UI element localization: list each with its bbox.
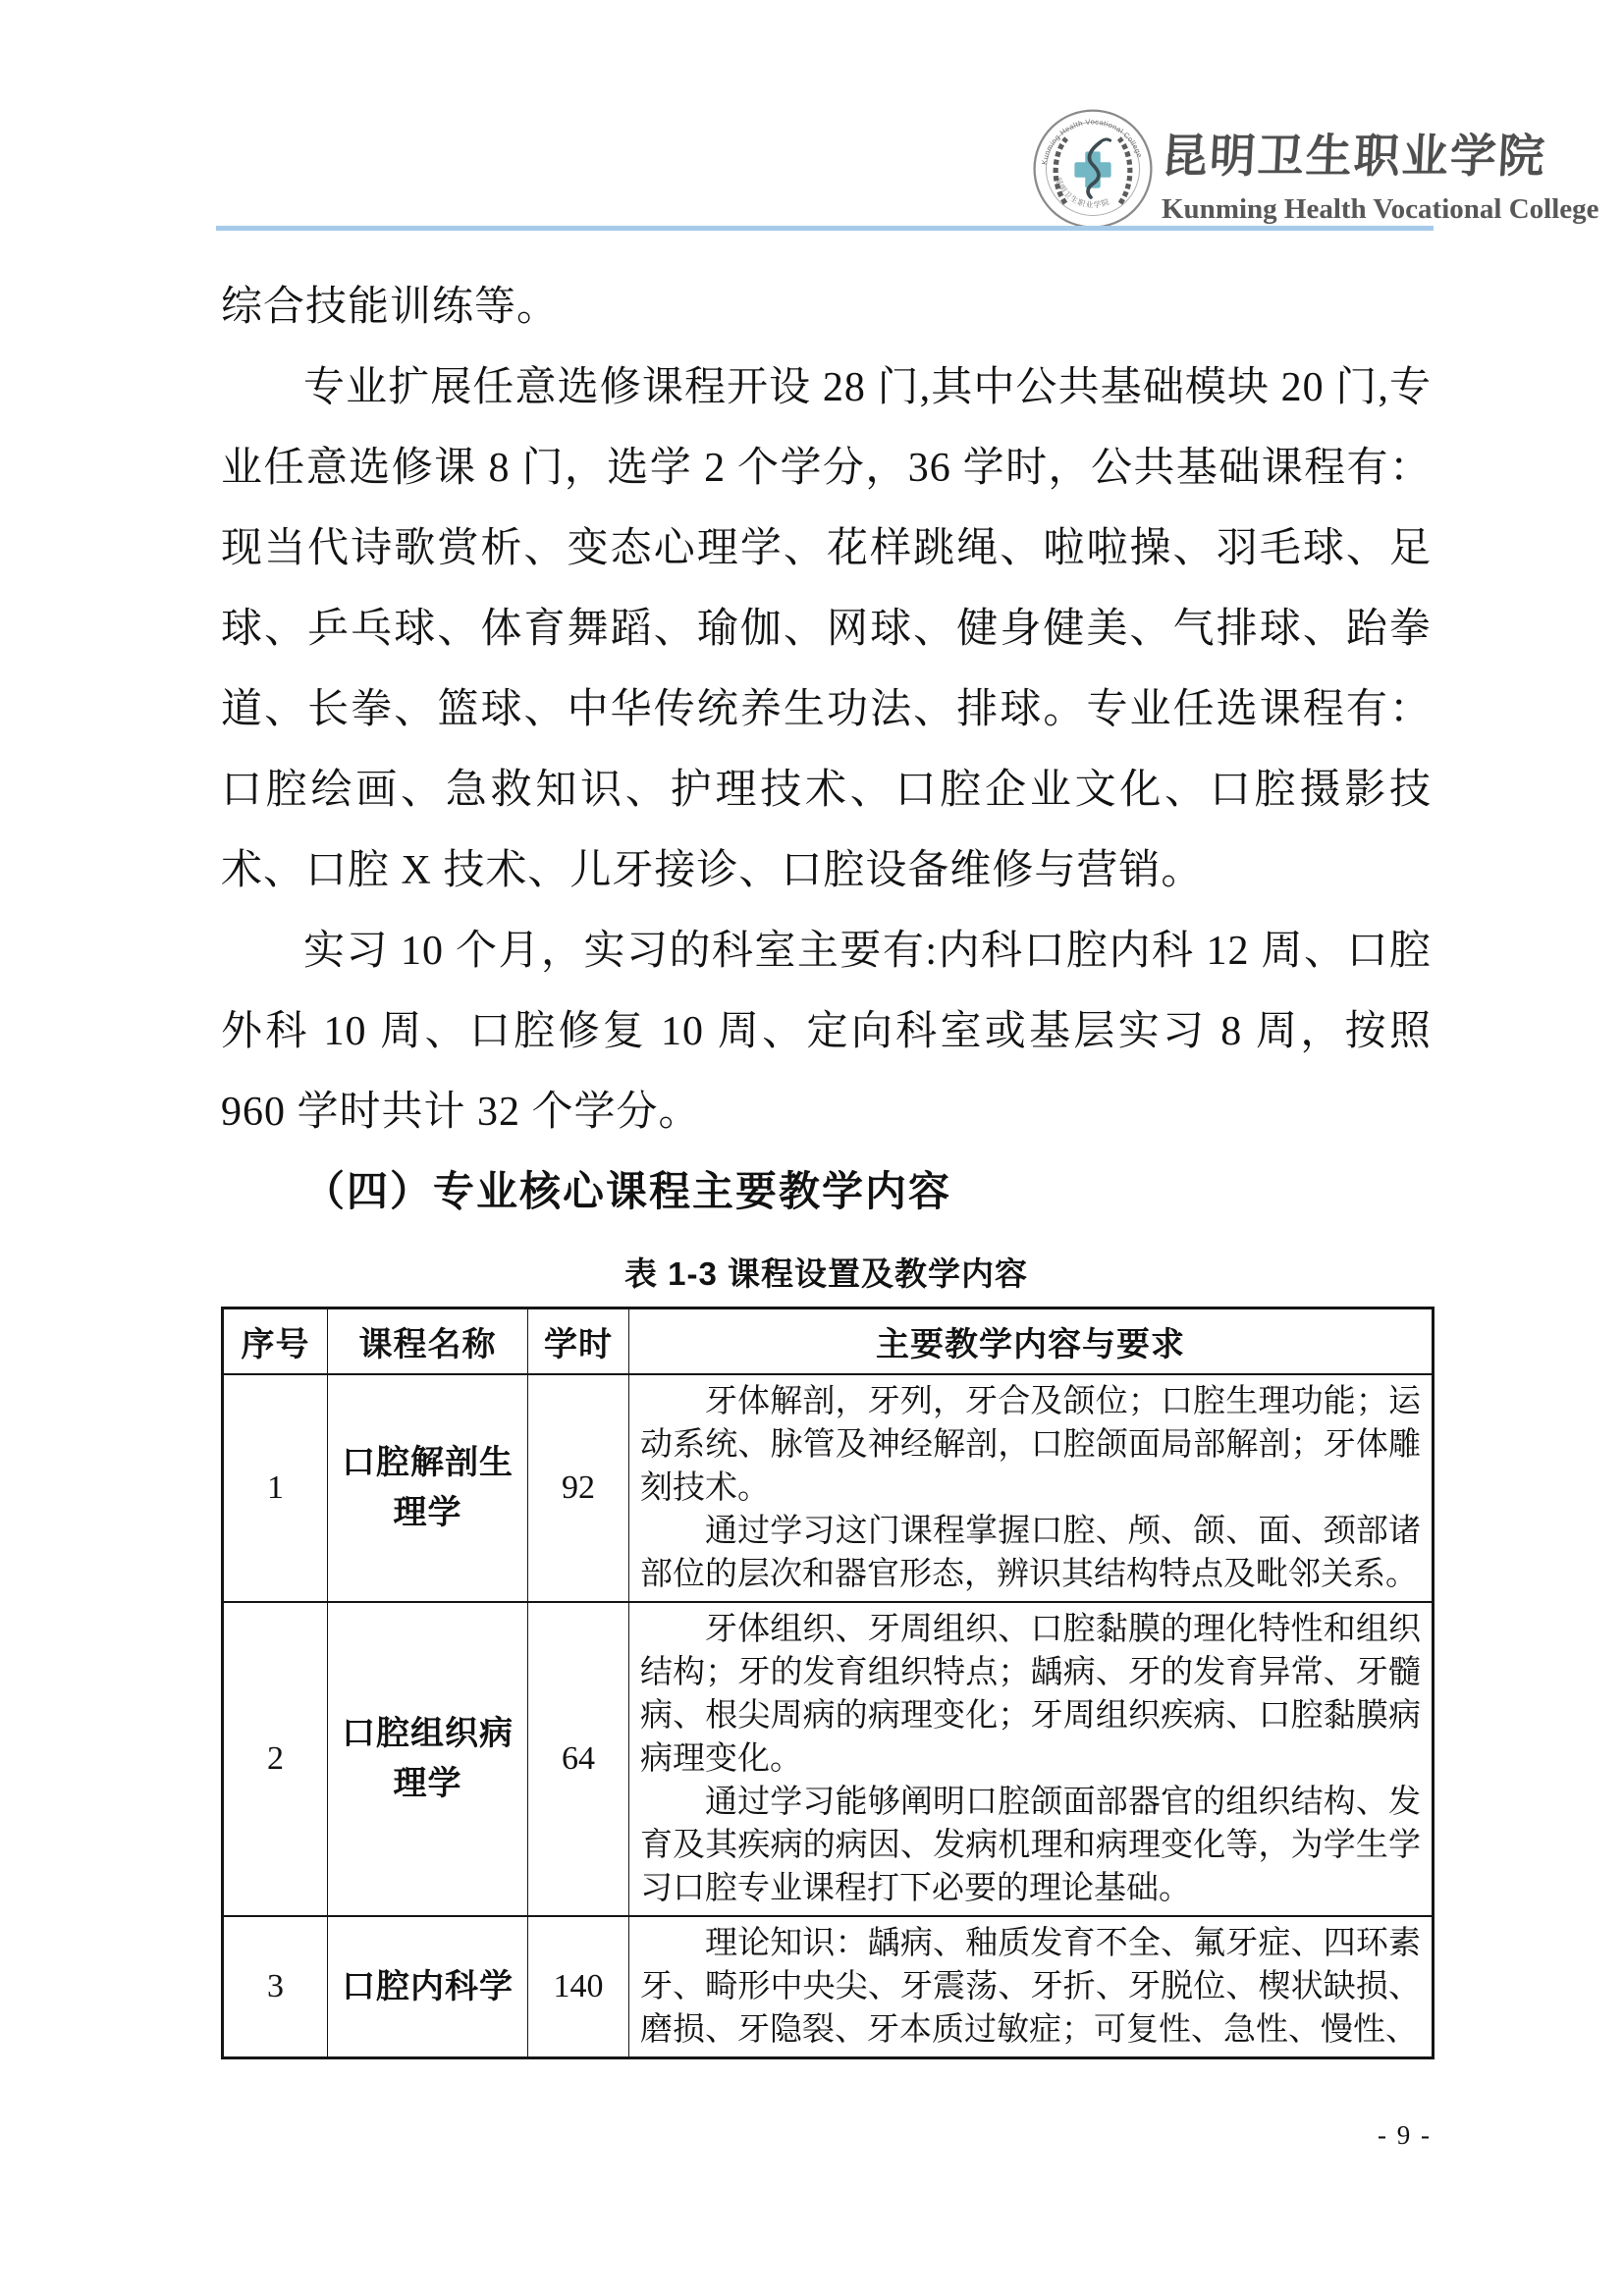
- content-paragraph: 牙体解剖，牙列，牙合及颌位；口腔生理功能；运动系统、脉管及神经解剖，口腔颌面局部解剖；牙体雕刻技术。: [640, 1384, 1421, 1506]
- document-body: [221, 267, 1432, 2059]
- body-paragraph: 综合技能训练等。: [221, 285, 560, 330]
- body-paragraph: 实习 10 个月，实习的科室主要有:内科口腔内科 12 周、口腔外科 10 周、口腔修复 10 周、定向科室或基层实习 8 周，按照 960 学时共计 32 个学分。: [221, 929, 1432, 1135]
- college-name-english: Kunming Health Vocational College: [1162, 193, 1599, 225]
- courses-table: [221, 1307, 1435, 2059]
- table-row: [223, 1916, 1434, 2058]
- page-number: - 9 -: [1378, 2120, 1432, 2150]
- col-header-number: 序号: [223, 1308, 328, 1375]
- cell-course: 口腔解剖生理学: [328, 1374, 528, 1602]
- cell-number: 2: [223, 1602, 328, 1916]
- body-paragraph: 专业扩展任意选修课程开设 28 门,其中公共基础模块 20 门,专业任意选修课 8 门，选学 2 个学分，36 学时，公共基础课程有：现当代诗歌赏析、变态心理学、花样跳绳、啦啦操、羽毛球、足球、乒乓球、体育舞蹈、瑜伽、网球、健身健美、气排球、跆拳道、长拳、篮球、中华传统养生功法、排球。专业任选课程有：口腔绘画、急救知识、护理技术、口腔企业文化、口腔摄影技术、口腔 X 技术、儿牙接诊、口腔设备维修与营销。: [221, 365, 1432, 893]
- cell-content: [629, 1374, 1434, 1602]
- cell-hours: 140: [528, 1916, 629, 2058]
- content-paragraph: 牙体组织、牙周组织、口腔黏膜的理化特性和组织结构；牙的发育组织特点；龋病、牙的发育异常、牙髓病、根尖周病的病理变化；牙周组织疾病、口腔黏膜病病理变化。: [640, 1612, 1421, 1777]
- cell-number: 1: [223, 1374, 328, 1602]
- table-row: [223, 1602, 1434, 1916]
- table-caption: 表 1-3 课程设置及教学内容: [623, 1255, 1029, 1292]
- col-header-hours: 学时: [528, 1308, 629, 1375]
- content-paragraph: 通过学习能够阐明口腔颌面部器官的组织结构、发育及其疾病的病因、发病机理和病理变化等，为学生学习口腔专业课程打下必要的理论基础。: [640, 1785, 1421, 1906]
- seal-ring-text-cn: 昆明卫生职业学院: [1053, 176, 1111, 210]
- table-header-row: [223, 1308, 1434, 1375]
- cell-number: 3: [223, 1916, 328, 2058]
- college-branding: [1160, 120, 1599, 226]
- table-row: [223, 1374, 1434, 1602]
- cell-hours: 64: [528, 1602, 629, 1916]
- col-header-content: 主要教学内容与要求: [629, 1308, 1434, 1375]
- col-header-course: 课程名称: [328, 1308, 528, 1375]
- seal-ring-text-en: Kunming Health Vocational College: [1039, 117, 1145, 166]
- section-heading: （四）专业核心课程主要教学内容: [303, 1170, 952, 1215]
- college-seal-logo: [1032, 108, 1154, 230]
- cell-content: [629, 1602, 1434, 1916]
- content-paragraph: 理论知识：龋病、釉质发育不全、氟牙症、四环素牙、畸形中央尖、牙震荡、牙折、牙脱位、楔状缺损、磨损、牙隐裂、牙本质过敏症；可复性、急性、慢性、: [640, 1926, 1421, 2048]
- cell-hours: 92: [528, 1374, 629, 1602]
- content-paragraph: 通过学习这门课程掌握口腔、颅、颌、面、颈部诸部位的层次和器官形态，辨识其结构特点及毗邻关系。: [640, 1514, 1421, 1592]
- cell-course: 口腔组织病理学: [328, 1602, 528, 1916]
- cell-content: [629, 1916, 1434, 2058]
- cell-course: 口腔内科学: [328, 1916, 528, 2058]
- college-name-chinese: 昆明卫生职业学院: [1160, 132, 1548, 183]
- header-divider-line: [216, 226, 1434, 231]
